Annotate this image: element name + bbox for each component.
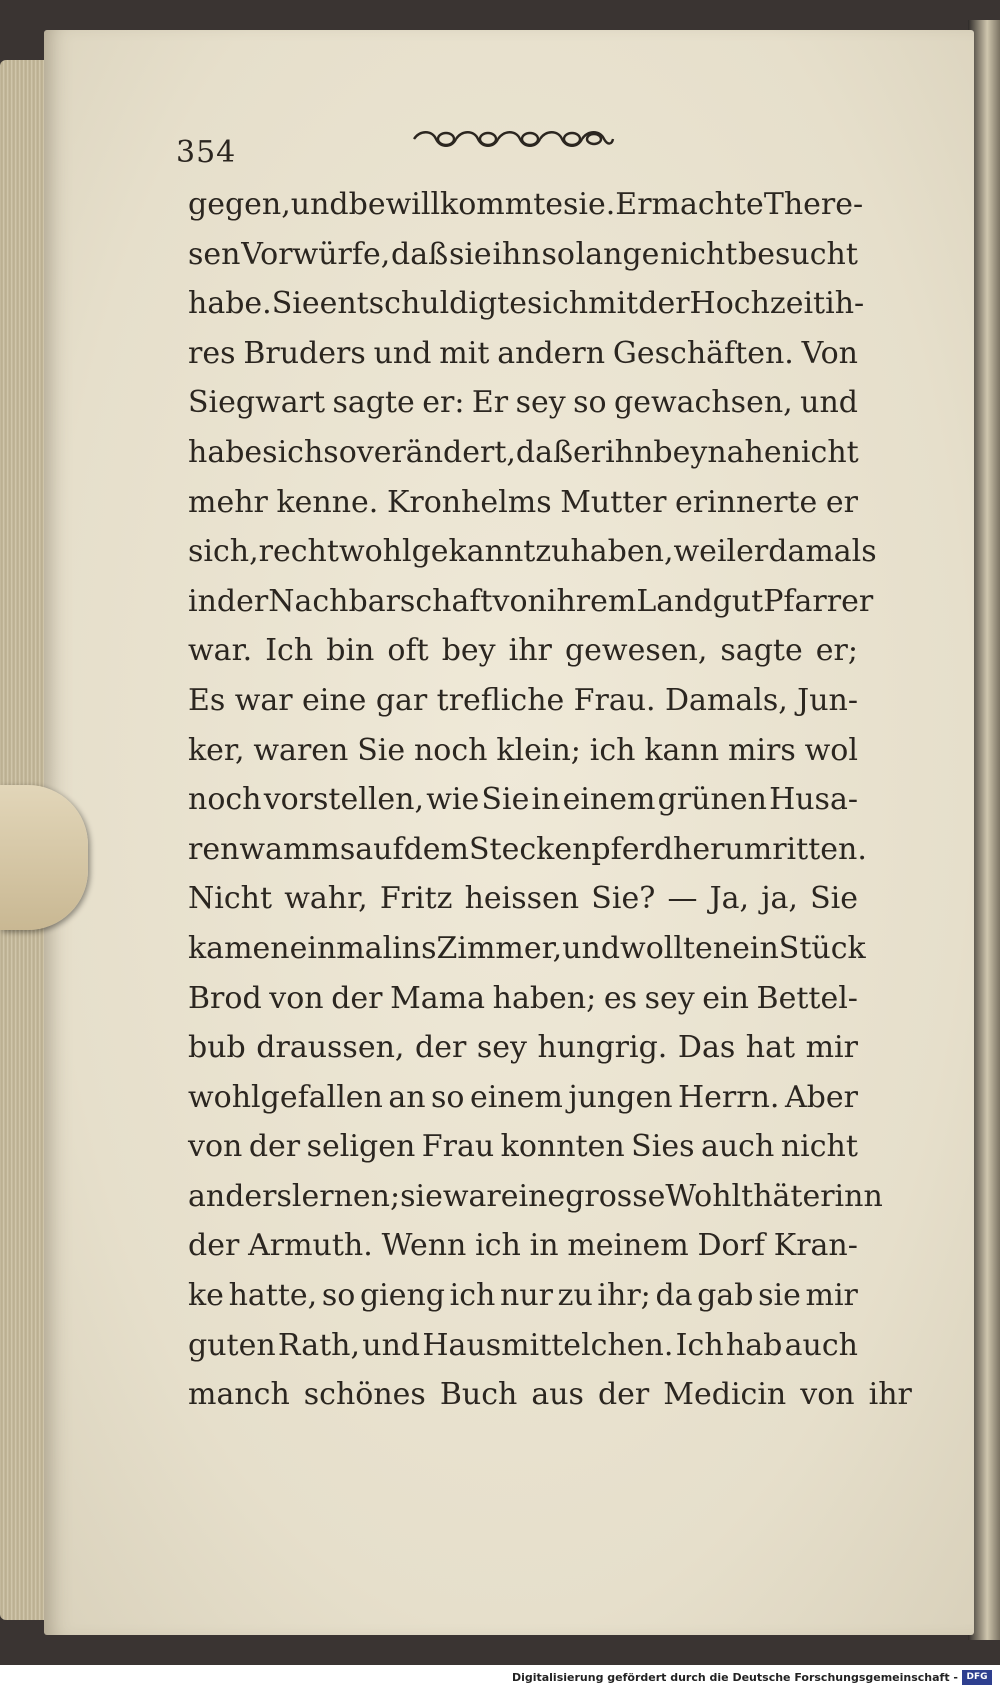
word: anders xyxy=(188,1178,292,1214)
word: habe. xyxy=(188,286,272,322)
word: Geschäften. xyxy=(612,335,794,371)
word: ihrem xyxy=(546,583,637,619)
word: so xyxy=(321,1278,356,1314)
word: hatte, xyxy=(228,1278,318,1314)
word: von xyxy=(800,1377,855,1413)
word: Das xyxy=(677,1030,736,1066)
word: sich, xyxy=(188,534,259,570)
word: res xyxy=(188,335,236,371)
text-line xyxy=(188,1073,858,1123)
word: war. xyxy=(188,633,253,669)
word: Buch xyxy=(439,1377,518,1413)
word: Jun- xyxy=(797,682,858,718)
word: gewesen, xyxy=(564,633,708,669)
word: sie xyxy=(758,1278,801,1314)
word: so xyxy=(541,236,575,272)
word: weil xyxy=(673,534,737,570)
word: Brod xyxy=(188,980,262,1016)
text-line xyxy=(188,974,858,1024)
word: ins xyxy=(392,930,437,966)
word: sie xyxy=(448,236,492,272)
text-line xyxy=(188,478,858,528)
text-line xyxy=(188,378,858,428)
word: There- xyxy=(763,187,864,222)
word: ihn xyxy=(605,434,654,470)
word: grosse xyxy=(565,1178,666,1214)
word: sagte xyxy=(332,385,415,421)
word: renwamms xyxy=(188,831,356,867)
text-line xyxy=(188,279,865,329)
word: wohl xyxy=(338,534,412,570)
word: Kran- xyxy=(773,1228,858,1264)
word: gieng xyxy=(359,1278,446,1314)
word: waren xyxy=(253,732,349,768)
word: Fritz xyxy=(379,881,453,917)
word: wie xyxy=(426,782,480,818)
word: Stück xyxy=(778,930,866,966)
word: Er xyxy=(471,385,509,421)
word: Frau. xyxy=(573,682,656,718)
text-line xyxy=(188,527,877,577)
word: sie xyxy=(400,1178,443,1214)
word: Ich xyxy=(675,1327,724,1363)
text-line xyxy=(188,924,866,974)
word: ich xyxy=(475,1228,521,1264)
word: Hausmittelchen. xyxy=(422,1327,674,1363)
word: der xyxy=(638,286,690,322)
word: war xyxy=(442,1178,501,1214)
word: der xyxy=(188,1228,240,1264)
word: mir xyxy=(805,1030,858,1066)
word: Er xyxy=(615,187,652,222)
word: Armuth. xyxy=(248,1228,373,1264)
word: lernen; xyxy=(291,1178,401,1214)
word: schönes xyxy=(303,1377,426,1413)
word: dem xyxy=(403,831,469,867)
word: meinem xyxy=(567,1228,689,1264)
word: so xyxy=(431,1079,465,1115)
word: in xyxy=(529,1228,559,1264)
word: kamen xyxy=(188,930,290,966)
word: Sie xyxy=(357,732,406,768)
dfg-logo-icon: DFG xyxy=(962,1670,992,1685)
word: Sie xyxy=(810,881,858,917)
word: gegen, xyxy=(188,187,291,222)
word: eine xyxy=(301,682,367,718)
word: zu xyxy=(535,534,571,570)
text-line xyxy=(188,1321,858,1371)
word: wahr, xyxy=(284,881,368,917)
word: ein xyxy=(702,980,749,1016)
word: seligen xyxy=(306,1129,416,1165)
word: Sies xyxy=(631,1129,695,1165)
word: kann xyxy=(644,732,720,768)
word: Aber xyxy=(784,1079,858,1115)
word: habe xyxy=(188,434,263,470)
scan-footer xyxy=(0,1667,1000,1690)
word: besucht xyxy=(738,236,858,272)
word: sie. xyxy=(563,187,616,222)
word: auch xyxy=(700,1129,775,1165)
word: nicht xyxy=(660,236,738,272)
word: in xyxy=(188,583,217,619)
text-line xyxy=(188,329,858,379)
word: nicht xyxy=(780,1129,858,1165)
word: mit xyxy=(439,335,490,371)
word: Bruders xyxy=(243,335,366,371)
word: vorstellen, xyxy=(263,782,425,818)
text-line xyxy=(188,1221,858,1271)
word: gab xyxy=(697,1278,754,1314)
word: eine xyxy=(500,1178,566,1214)
word: andern xyxy=(497,335,606,371)
word: Sie? xyxy=(591,881,656,917)
word: an xyxy=(388,1079,426,1115)
word: entschuldigte xyxy=(319,286,527,322)
word: grünen xyxy=(657,782,767,818)
word: ihr xyxy=(508,633,552,669)
word: er; xyxy=(815,633,858,669)
word: verändert, xyxy=(356,434,516,470)
word: ich xyxy=(589,732,636,768)
word: Frau xyxy=(421,1129,495,1165)
word: noch xyxy=(413,732,488,768)
word: machte xyxy=(651,187,764,222)
word: Hochzeit xyxy=(689,286,826,322)
word: war xyxy=(234,682,293,718)
word: einem xyxy=(469,1079,563,1115)
word: auch xyxy=(784,1327,858,1363)
word: wohlgefallen xyxy=(188,1079,383,1115)
word: ih- xyxy=(825,286,865,322)
word: er: xyxy=(422,385,465,421)
word: — xyxy=(667,881,698,917)
word: ein xyxy=(732,930,779,966)
text-line xyxy=(188,874,858,924)
word: da xyxy=(655,1278,693,1314)
word: und xyxy=(800,385,858,421)
word: hab xyxy=(725,1327,783,1363)
word: gar xyxy=(375,682,428,718)
word: sey xyxy=(476,1030,527,1066)
word: Pfarrer xyxy=(763,583,874,619)
word: manch xyxy=(188,1377,290,1413)
word: und xyxy=(562,930,621,966)
word: gekannt xyxy=(411,534,536,570)
text-line xyxy=(188,726,858,776)
word: heissen xyxy=(464,881,580,917)
word: jungen xyxy=(568,1079,673,1115)
text-line xyxy=(188,1370,912,1420)
word: bub xyxy=(188,1030,246,1066)
word: einmal xyxy=(289,930,393,966)
word: so xyxy=(573,385,607,421)
word: zu xyxy=(557,1278,593,1314)
decorative-scroll-ornament-icon xyxy=(410,128,616,150)
word: lange xyxy=(575,236,660,272)
word: Mama xyxy=(390,980,486,1016)
word: Wohlthäterinn xyxy=(665,1178,883,1214)
word: von xyxy=(188,1129,243,1165)
word: aus xyxy=(531,1377,584,1413)
word: Es xyxy=(188,682,226,718)
text-line xyxy=(188,626,858,676)
word: Ja, xyxy=(709,881,750,917)
word: sey xyxy=(644,980,695,1016)
text-line xyxy=(188,1172,883,1222)
text-line xyxy=(188,825,867,875)
word: wollten xyxy=(620,930,733,966)
word: sich xyxy=(527,286,589,322)
word: und xyxy=(362,1327,421,1363)
word: Sie xyxy=(271,286,320,322)
word: er xyxy=(573,434,606,470)
word: auf xyxy=(355,831,404,867)
word: erinnerte xyxy=(675,484,818,520)
word: Bettel- xyxy=(756,980,858,1016)
word: mehr xyxy=(188,484,268,520)
text-line xyxy=(188,1122,858,1172)
word: ker, xyxy=(188,732,245,768)
text-line xyxy=(188,230,858,280)
word: daß xyxy=(391,236,449,272)
word: sey xyxy=(515,385,566,421)
word: von xyxy=(269,980,324,1016)
text-line xyxy=(188,775,858,825)
word: hungrig. xyxy=(537,1030,668,1066)
word: beynahe xyxy=(653,434,782,470)
word: er xyxy=(736,534,769,570)
word: so xyxy=(323,434,357,470)
word: Nachbarschaft xyxy=(268,583,493,619)
word: der xyxy=(216,583,269,619)
word: ke xyxy=(188,1278,224,1314)
word: Mutter xyxy=(560,484,667,520)
word: Husa- xyxy=(769,782,858,818)
funding-credit: Digitalisierung gefördert durch die Deutsche Forschungsgemeinschaft - xyxy=(511,1671,958,1684)
word: Rath, xyxy=(277,1327,360,1363)
word: Steckenpferd xyxy=(469,831,674,867)
word: sen xyxy=(188,236,241,272)
word: Medicin xyxy=(663,1377,787,1413)
word: Dorf xyxy=(697,1228,766,1264)
word: Damals, xyxy=(664,682,788,718)
word: Wenn xyxy=(381,1228,467,1264)
text-line xyxy=(188,676,858,726)
word: gewachsen, xyxy=(614,385,793,421)
text-line xyxy=(188,1271,858,1321)
word: bey xyxy=(441,633,496,669)
word: er xyxy=(825,484,858,520)
word: mir xyxy=(805,1278,858,1314)
word: von xyxy=(492,583,547,619)
word: Von xyxy=(801,335,858,371)
text-line xyxy=(188,428,858,478)
word: und xyxy=(373,335,432,371)
word: Herrn. xyxy=(678,1079,780,1115)
word: sagte xyxy=(720,633,803,669)
word: oft xyxy=(387,633,429,669)
word: nicht xyxy=(781,434,859,470)
word: in xyxy=(531,782,561,818)
word: einem xyxy=(562,782,656,818)
word: klein; xyxy=(496,732,581,768)
word: mit xyxy=(588,286,639,322)
word: Landgut xyxy=(636,583,764,619)
word: ihn xyxy=(492,236,541,272)
word: der xyxy=(597,1377,650,1413)
word: Vorwürfe, xyxy=(241,236,391,272)
word: konnten xyxy=(500,1129,625,1165)
word: ihr xyxy=(868,1377,912,1413)
word: der xyxy=(331,980,383,1016)
word: Kronhelms xyxy=(386,484,552,520)
word: haben, xyxy=(570,534,674,570)
word: ja, xyxy=(761,881,798,917)
word: Nicht xyxy=(188,881,273,917)
word: trefliche xyxy=(436,682,565,718)
word: Sie xyxy=(481,782,530,818)
word: hat xyxy=(745,1030,796,1066)
word: Zimmer, xyxy=(436,930,563,966)
word: der xyxy=(248,1129,301,1165)
text-line xyxy=(188,577,874,627)
word: Siegwart xyxy=(188,385,326,421)
text-line xyxy=(188,180,864,230)
word: guten xyxy=(188,1327,276,1363)
word: daß xyxy=(515,434,574,470)
page-number: 354 xyxy=(176,135,237,170)
word: der xyxy=(414,1030,467,1066)
body-text xyxy=(188,180,912,1420)
word: bewillkommte xyxy=(348,187,564,222)
word: damals xyxy=(768,534,877,570)
word: recht xyxy=(258,534,339,570)
word: es xyxy=(603,980,637,1016)
word: noch xyxy=(188,782,262,818)
word: Ich xyxy=(265,633,314,669)
word: draussen, xyxy=(256,1030,405,1066)
word: herumritten. xyxy=(673,831,867,867)
word: kenne. xyxy=(276,484,379,520)
word: haben; xyxy=(492,980,597,1016)
word: nur xyxy=(500,1278,553,1314)
word: wol xyxy=(804,732,858,768)
text-line xyxy=(188,1023,858,1073)
word: und xyxy=(290,187,349,222)
word: bin xyxy=(326,633,375,669)
word: ich xyxy=(449,1278,496,1314)
word: ihr; xyxy=(597,1278,651,1314)
word: mirs xyxy=(727,732,796,768)
word: sich xyxy=(262,434,324,470)
